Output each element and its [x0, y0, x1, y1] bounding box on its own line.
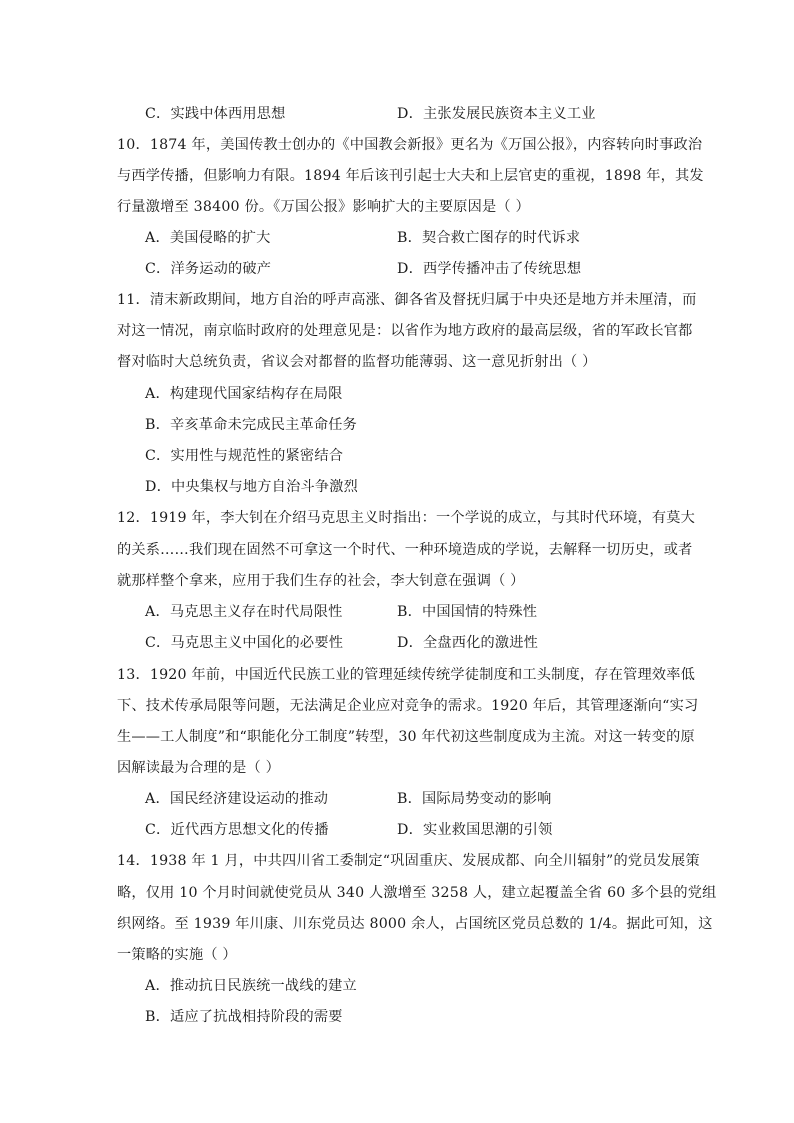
q12-option-b[interactable]: B．中国国情的特殊性	[397, 604, 538, 620]
q9-option-c[interactable]: C．实践中体西用思想	[145, 106, 286, 122]
q14-option-b[interactable]: B．适应了抗战相持阶段的需要	[145, 1009, 343, 1025]
q10-option-c[interactable]: C．洋务运动的破产	[145, 261, 272, 277]
q13-stem-line-4: 因解读最为合理的是（ ）	[117, 760, 280, 776]
q12-option-d[interactable]: D．全盘西化的激进性	[397, 635, 539, 651]
q14-stem-line-4: 一策略的实施（ ）	[117, 947, 237, 963]
q11-option-a[interactable]: A．构建现代国家结构存在局限	[145, 386, 343, 402]
q11-stem-line-1: 11．清末新政期间，地方自治的呼声高涨、御各省及督抚归属于中央还是地方并未厘清，而	[117, 292, 697, 308]
q13-option-b[interactable]: B．国际局势变动的影响	[397, 791, 552, 807]
q12-stem-line-3: 就那样整个拿来，应用于我们生存的社会，李大钊意在强调（ ）	[117, 573, 525, 589]
q12-option-c[interactable]: C．马克思主义中国化的必要性	[145, 635, 344, 651]
q10-option-d[interactable]: D．西学传播冲击了传统思想	[397, 261, 582, 277]
q14-stem-line-2: 略，仅用 10 个月时间就使党员从 340 人激增至 3258 人，建立起覆盖全省 60 多个县的党组	[117, 885, 717, 901]
q14-option-a[interactable]: A．推动抗日民族统一战线的建立	[145, 978, 357, 994]
q11-stem-line-3: 督对临时大总统负责，省议会对都督的监督功能薄弱、这一意见折射出（ ）	[117, 354, 597, 370]
q13-stem-line-2: 下、技术传承局限等问题，无法满足企业应对竞争的需求。1920 年后，其管理逐渐向“实习	[117, 698, 699, 714]
q14-stem-line-1: 14．1938 年 1 月，中共四川省工委制定“巩固重庆、发展成都、向全川辐射”的党员发展策	[117, 853, 700, 869]
q14-stem-line-3: 织网络。至 1939 年川康、川东党员达 8000 余人，占国统区党员总数的 1/4。据此可知，这	[117, 916, 713, 932]
q10-option-b[interactable]: B．契合救亡图存的时代诉求	[397, 230, 581, 246]
q11-option-d[interactable]: D．中央集权与地方自治斗争激烈	[145, 479, 359, 495]
q11-option-c[interactable]: C．实用性与规范性的紧密结合	[145, 448, 344, 464]
q10-stem-line-2: 与西学传播，但影响力有限。1894 年后该刊引起士大夫和上层官吏的重视，1898 年，其发	[117, 168, 704, 184]
q13-option-c[interactable]: C．近代西方思想文化的传播	[145, 822, 329, 838]
q10-stem-line-1: 10．1874 年，美国传教士创办的《中国教会新报》更名为《万国公报》，内容转向时事政治	[117, 137, 703, 153]
q10-option-a[interactable]: A．美国侵略的扩大	[145, 230, 271, 246]
q9-option-d[interactable]: D．主张发展民族资本主义工业	[397, 106, 596, 122]
q12-option-a[interactable]: A．马克思主义存在时代局限性	[145, 604, 343, 620]
q13-stem-line-1: 13．1920 年前，中国近代民族工业的管理延续传统学徒制度和工头制度，存在管理效率低	[117, 667, 696, 683]
q12-stem-line-2: 的关系……我们现在固然不可拿这一个时代、一种环境造成的学说，去解释一切历史，或者	[117, 542, 693, 558]
q13-option-d[interactable]: D．实业救国思潮的引领	[397, 822, 553, 838]
q13-stem-line-3: 生——工人制度”和“职能化分工制度”转型，30 年代初这些制度成为主流。对这一转变的原	[117, 729, 695, 745]
q13-option-a[interactable]: A．国民经济建设运动的推动	[145, 791, 329, 807]
q11-option-b[interactable]: B．辛亥革命未完成民主革命任务	[145, 417, 358, 433]
q11-stem-line-2: 对这一情况，南京临时政府的处理意见是：以省作为地方政府的最高层级，省的军政长官都	[117, 323, 693, 339]
q10-stem-line-3: 行量激增至 38400 份。《万国公报》影响扩大的主要原因是（ ）	[117, 199, 530, 215]
q12-stem-line-1: 12．1919 年，李大钊在介绍马克思主义时指出：一个学说的成立，与其时代环境，有莫大	[117, 510, 696, 526]
